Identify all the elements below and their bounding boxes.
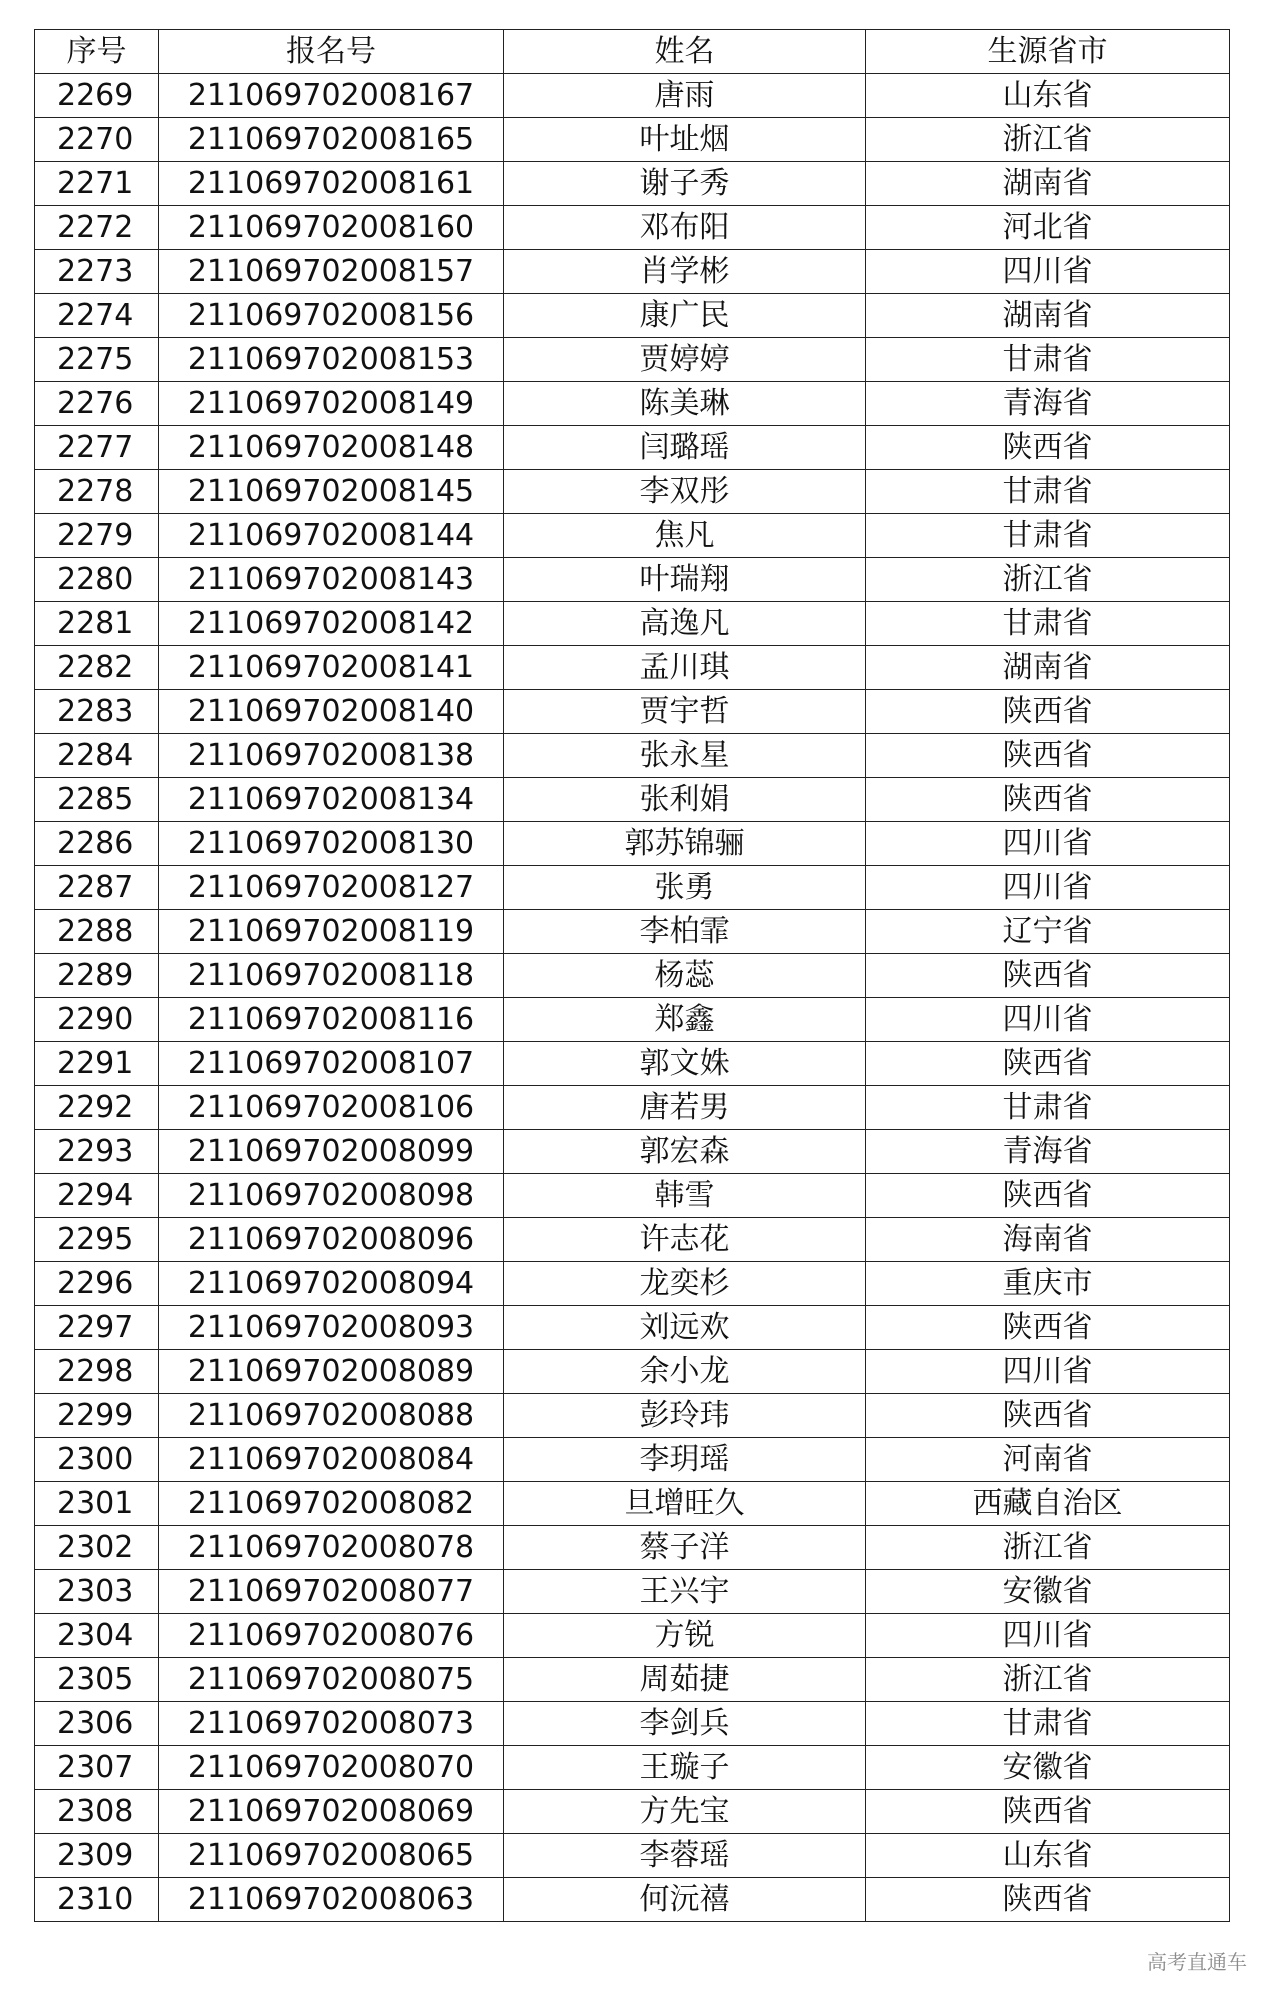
cell-name: 叶址烟 [504, 118, 866, 162]
table-row [35, 1174, 1230, 1218]
cell-province: 甘肃省 [866, 338, 1230, 382]
cell-serial-number: 2284 [35, 734, 159, 778]
table-row [35, 866, 1230, 910]
cell-name: 彭玲玮 [504, 1394, 866, 1438]
cell-serial-number: 2272 [35, 206, 159, 250]
cell-name: 李蓉瑶 [504, 1834, 866, 1878]
table-row [35, 1482, 1230, 1526]
cell-registration-number: 211069702008076 [159, 1614, 504, 1658]
cell-serial-number: 2303 [35, 1570, 159, 1614]
cell-name: 贾宇哲 [504, 690, 866, 734]
cell-serial-number: 2276 [35, 382, 159, 426]
table-row [35, 954, 1230, 998]
cell-province: 陕西省 [866, 778, 1230, 822]
table-row [35, 998, 1230, 1042]
cell-registration-number: 211069702008142 [159, 602, 504, 646]
cell-serial-number: 2287 [35, 866, 159, 910]
cell-province: 陕西省 [866, 954, 1230, 998]
cell-registration-number: 211069702008127 [159, 866, 504, 910]
cell-registration-number: 211069702008157 [159, 250, 504, 294]
table-row [35, 1790, 1230, 1834]
cell-province: 陕西省 [866, 734, 1230, 778]
cell-serial-number: 2309 [35, 1834, 159, 1878]
table-row [35, 690, 1230, 734]
cell-name: 焦凡 [504, 514, 866, 558]
cell-province: 安徽省 [866, 1570, 1230, 1614]
cell-serial-number: 2306 [35, 1702, 159, 1746]
cell-registration-number: 211069702008078 [159, 1526, 504, 1570]
cell-registration-number: 211069702008140 [159, 690, 504, 734]
header-name: 姓名 [504, 30, 866, 74]
cell-registration-number: 211069702008082 [159, 1482, 504, 1526]
cell-serial-number: 2297 [35, 1306, 159, 1350]
table-row [35, 426, 1230, 470]
cell-province: 陕西省 [866, 1042, 1230, 1086]
header-serial-number: 序号 [35, 30, 159, 74]
cell-serial-number: 2283 [35, 690, 159, 734]
cell-name: 何沅禧 [504, 1878, 866, 1922]
cell-name: 闫璐瑶 [504, 426, 866, 470]
cell-registration-number: 211069702008145 [159, 470, 504, 514]
cell-province: 青海省 [866, 1130, 1230, 1174]
cell-name: 贾婷婷 [504, 338, 866, 382]
cell-registration-number: 211069702008084 [159, 1438, 504, 1482]
cell-province: 陕西省 [866, 1174, 1230, 1218]
cell-province: 甘肃省 [866, 1702, 1230, 1746]
cell-province: 甘肃省 [866, 514, 1230, 558]
cell-name: 龙奕杉 [504, 1262, 866, 1306]
cell-serial-number: 2305 [35, 1658, 159, 1702]
cell-registration-number: 211069702008096 [159, 1218, 504, 1262]
cell-registration-number: 211069702008116 [159, 998, 504, 1042]
cell-name: 陈美琳 [504, 382, 866, 426]
cell-name: 方锐 [504, 1614, 866, 1658]
cell-name: 韩雪 [504, 1174, 866, 1218]
table-row [35, 822, 1230, 866]
cell-serial-number: 2274 [35, 294, 159, 338]
cell-serial-number: 2285 [35, 778, 159, 822]
cell-registration-number: 211069702008119 [159, 910, 504, 954]
cell-serial-number: 2302 [35, 1526, 159, 1570]
admission-list-table [34, 29, 1230, 1922]
cell-registration-number: 211069702008093 [159, 1306, 504, 1350]
cell-province: 河北省 [866, 206, 1230, 250]
cell-name: 王璇子 [504, 1746, 866, 1790]
cell-province: 青海省 [866, 382, 1230, 426]
cell-name: 张利娟 [504, 778, 866, 822]
cell-serial-number: 2307 [35, 1746, 159, 1790]
cell-serial-number: 2296 [35, 1262, 159, 1306]
cell-serial-number: 2275 [35, 338, 159, 382]
table-row [35, 734, 1230, 778]
table-row [35, 514, 1230, 558]
cell-registration-number: 211069702008153 [159, 338, 504, 382]
cell-province: 四川省 [866, 822, 1230, 866]
cell-serial-number: 2304 [35, 1614, 159, 1658]
cell-registration-number: 211069702008106 [159, 1086, 504, 1130]
cell-province: 河南省 [866, 1438, 1230, 1482]
cell-name: 高逸凡 [504, 602, 866, 646]
cell-name: 谢子秀 [504, 162, 866, 206]
watermark-text: 高考直通车 [1147, 1950, 1247, 1974]
table-row [35, 602, 1230, 646]
table-row [35, 1878, 1230, 1922]
cell-name: 张勇 [504, 866, 866, 910]
cell-registration-number: 211069702008075 [159, 1658, 504, 1702]
cell-registration-number: 211069702008130 [159, 822, 504, 866]
header-registration-number: 报名号 [159, 30, 504, 74]
cell-name: 许志花 [504, 1218, 866, 1262]
cell-serial-number: 2269 [35, 74, 159, 118]
table-row [35, 206, 1230, 250]
cell-registration-number: 211069702008107 [159, 1042, 504, 1086]
cell-serial-number: 2291 [35, 1042, 159, 1086]
cell-province: 甘肃省 [866, 470, 1230, 514]
table-row [35, 1394, 1230, 1438]
cell-registration-number: 211069702008156 [159, 294, 504, 338]
cell-registration-number: 211069702008065 [159, 1834, 504, 1878]
cell-serial-number: 2279 [35, 514, 159, 558]
cell-province: 甘肃省 [866, 602, 1230, 646]
table-header [35, 30, 1230, 74]
table-row [35, 1526, 1230, 1570]
cell-name: 李剑兵 [504, 1702, 866, 1746]
cell-serial-number: 2286 [35, 822, 159, 866]
cell-registration-number: 211069702008138 [159, 734, 504, 778]
cell-name: 邓布阳 [504, 206, 866, 250]
cell-province: 陕西省 [866, 426, 1230, 470]
cell-registration-number: 211069702008073 [159, 1702, 504, 1746]
cell-registration-number: 211069702008161 [159, 162, 504, 206]
cell-name: 孟川琪 [504, 646, 866, 690]
cell-registration-number: 211069702008141 [159, 646, 504, 690]
table-row [35, 162, 1230, 206]
cell-name: 唐雨 [504, 74, 866, 118]
cell-province: 四川省 [866, 1614, 1230, 1658]
table-row [35, 1834, 1230, 1878]
cell-province: 湖南省 [866, 646, 1230, 690]
cell-province: 浙江省 [866, 1658, 1230, 1702]
cell-province: 甘肃省 [866, 1086, 1230, 1130]
cell-province: 安徽省 [866, 1746, 1230, 1790]
table-row [35, 1658, 1230, 1702]
cell-name: 杨蕊 [504, 954, 866, 998]
cell-name: 旦增旺久 [504, 1482, 866, 1526]
cell-registration-number: 211069702008149 [159, 382, 504, 426]
cell-serial-number: 2308 [35, 1790, 159, 1834]
table-row [35, 1042, 1230, 1086]
cell-name: 余小龙 [504, 1350, 866, 1394]
cell-name: 郑鑫 [504, 998, 866, 1042]
cell-registration-number: 211069702008143 [159, 558, 504, 602]
cell-name: 李双彤 [504, 470, 866, 514]
cell-serial-number: 2288 [35, 910, 159, 954]
cell-serial-number: 2292 [35, 1086, 159, 1130]
cell-serial-number: 2282 [35, 646, 159, 690]
cell-name: 肖学彬 [504, 250, 866, 294]
table-row [35, 250, 1230, 294]
cell-name: 唐若男 [504, 1086, 866, 1130]
cell-serial-number: 2278 [35, 470, 159, 514]
cell-province: 陕西省 [866, 690, 1230, 734]
cell-name: 方先宝 [504, 1790, 866, 1834]
cell-province: 重庆市 [866, 1262, 1230, 1306]
table-row [35, 74, 1230, 118]
cell-registration-number: 211069702008099 [159, 1130, 504, 1174]
table-row [35, 1570, 1230, 1614]
cell-name: 郭苏锦骊 [504, 822, 866, 866]
cell-registration-number: 211069702008063 [159, 1878, 504, 1922]
cell-name: 蔡子洋 [504, 1526, 866, 1570]
cell-serial-number: 2270 [35, 118, 159, 162]
cell-registration-number: 211069702008165 [159, 118, 504, 162]
cell-registration-number: 211069702008089 [159, 1350, 504, 1394]
cell-registration-number: 211069702008148 [159, 426, 504, 470]
cell-serial-number: 2301 [35, 1482, 159, 1526]
cell-province: 湖南省 [866, 294, 1230, 338]
header-row [35, 30, 1230, 74]
cell-serial-number: 2298 [35, 1350, 159, 1394]
table-row [35, 1702, 1230, 1746]
cell-name: 刘远欢 [504, 1306, 866, 1350]
table-body [35, 74, 1230, 1922]
cell-name: 李玥瑶 [504, 1438, 866, 1482]
table-row [35, 1350, 1230, 1394]
cell-province: 四川省 [866, 250, 1230, 294]
table-row [35, 470, 1230, 514]
table-row [35, 558, 1230, 602]
table-row [35, 646, 1230, 690]
cell-registration-number: 211069702008160 [159, 206, 504, 250]
cell-name: 郭宏森 [504, 1130, 866, 1174]
cell-registration-number: 211069702008167 [159, 74, 504, 118]
table-row [35, 1086, 1230, 1130]
cell-name: 张永星 [504, 734, 866, 778]
cell-serial-number: 2280 [35, 558, 159, 602]
cell-serial-number: 2294 [35, 1174, 159, 1218]
table-row [35, 1262, 1230, 1306]
table-row [35, 1218, 1230, 1262]
cell-province: 浙江省 [866, 1526, 1230, 1570]
cell-serial-number: 2300 [35, 1438, 159, 1482]
cell-serial-number: 2299 [35, 1394, 159, 1438]
cell-serial-number: 2293 [35, 1130, 159, 1174]
cell-serial-number: 2277 [35, 426, 159, 470]
table-row [35, 1438, 1230, 1482]
table-row [35, 910, 1230, 954]
cell-province: 陕西省 [866, 1878, 1230, 1922]
cell-province: 四川省 [866, 998, 1230, 1042]
table-row [35, 1746, 1230, 1790]
cell-province: 陕西省 [866, 1394, 1230, 1438]
cell-name: 康广民 [504, 294, 866, 338]
table-row [35, 1130, 1230, 1174]
cell-registration-number: 211069702008077 [159, 1570, 504, 1614]
cell-province: 四川省 [866, 866, 1230, 910]
cell-registration-number: 211069702008088 [159, 1394, 504, 1438]
cell-province: 湖南省 [866, 162, 1230, 206]
cell-serial-number: 2295 [35, 1218, 159, 1262]
table-row [35, 382, 1230, 426]
header-province: 生源省市 [866, 30, 1230, 74]
cell-registration-number: 211069702008094 [159, 1262, 504, 1306]
table-row [35, 118, 1230, 162]
cell-registration-number: 211069702008118 [159, 954, 504, 998]
cell-province: 四川省 [866, 1350, 1230, 1394]
cell-province: 海南省 [866, 1218, 1230, 1262]
cell-registration-number: 211069702008070 [159, 1746, 504, 1790]
cell-serial-number: 2310 [35, 1878, 159, 1922]
cell-province: 西藏自治区 [866, 1482, 1230, 1526]
table-row [35, 778, 1230, 822]
table-row [35, 1306, 1230, 1350]
table-row [35, 1614, 1230, 1658]
cell-registration-number: 211069702008069 [159, 1790, 504, 1834]
cell-province: 辽宁省 [866, 910, 1230, 954]
cell-province: 山东省 [866, 74, 1230, 118]
cell-serial-number: 2289 [35, 954, 159, 998]
cell-name: 叶瑞翔 [504, 558, 866, 602]
cell-province: 浙江省 [866, 118, 1230, 162]
cell-province: 陕西省 [866, 1306, 1230, 1350]
cell-province: 陕西省 [866, 1790, 1230, 1834]
cell-serial-number: 2290 [35, 998, 159, 1042]
cell-province: 浙江省 [866, 558, 1230, 602]
cell-name: 李柏霏 [504, 910, 866, 954]
cell-serial-number: 2281 [35, 602, 159, 646]
cell-province: 山东省 [866, 1834, 1230, 1878]
cell-registration-number: 211069702008134 [159, 778, 504, 822]
cell-name: 周茹捷 [504, 1658, 866, 1702]
cell-serial-number: 2271 [35, 162, 159, 206]
table-row [35, 294, 1230, 338]
cell-registration-number: 211069702008098 [159, 1174, 504, 1218]
cell-name: 郭文姝 [504, 1042, 866, 1086]
cell-registration-number: 211069702008144 [159, 514, 504, 558]
table-row [35, 338, 1230, 382]
cell-name: 王兴宇 [504, 1570, 866, 1614]
cell-serial-number: 2273 [35, 250, 159, 294]
